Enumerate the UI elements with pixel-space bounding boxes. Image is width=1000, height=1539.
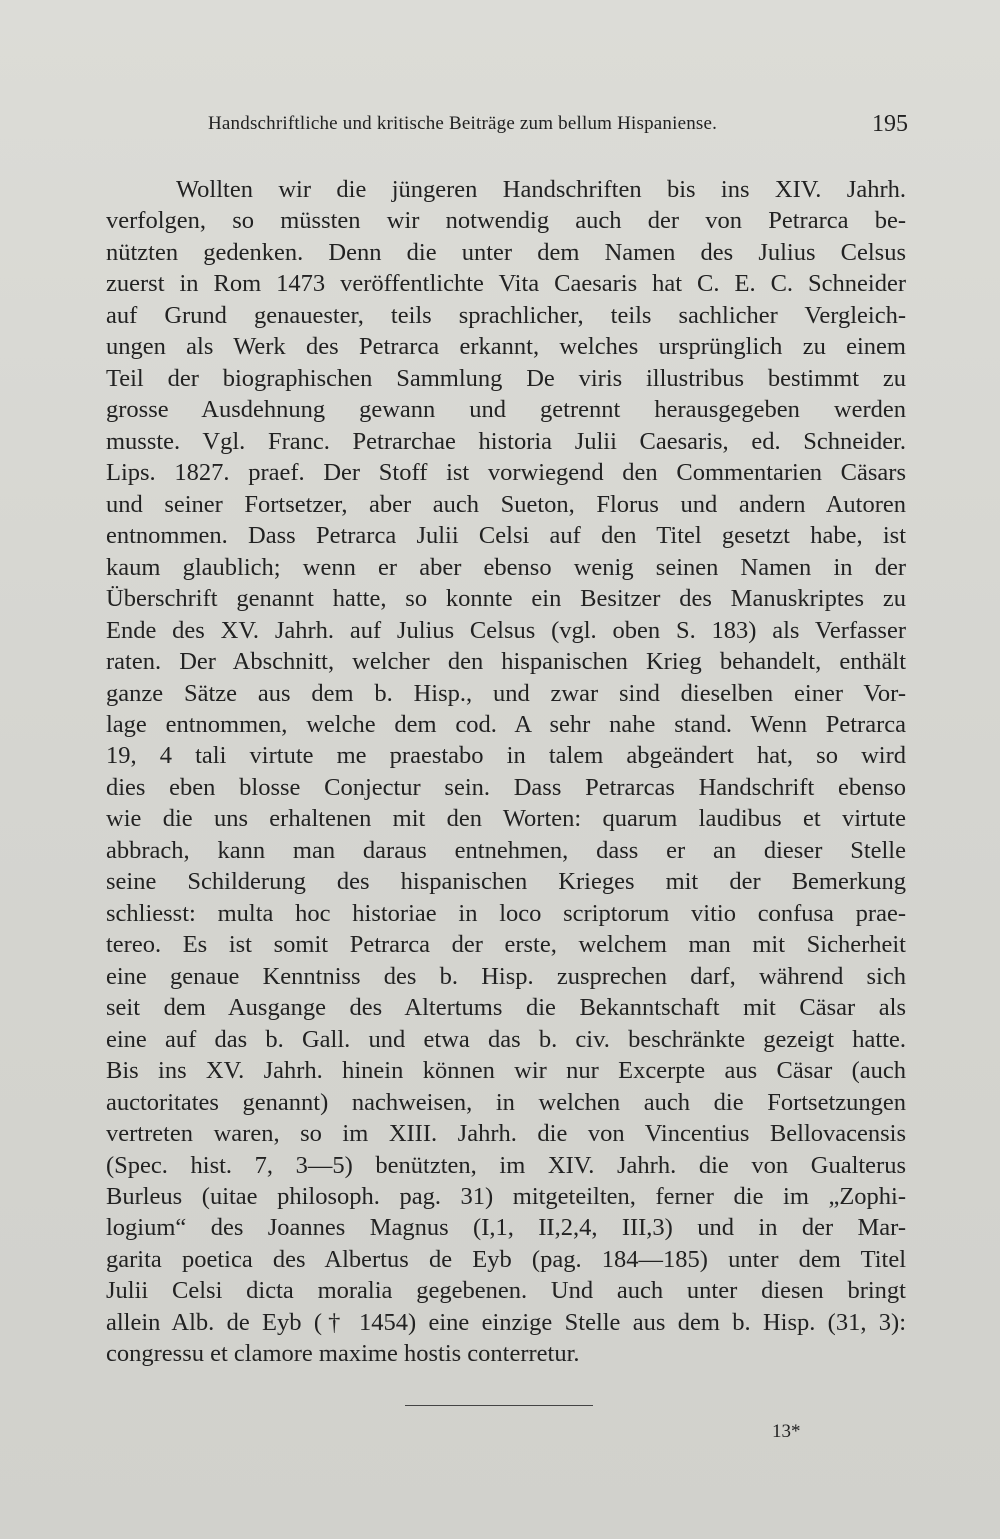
text-line: musste. Vgl. Franc. Petrarchae historia Julii Caesaris, ed. Schneider. (106, 427, 906, 455)
text-line: Julii Celsi dicta moralia gegebenen. Und auch unter diesen bringt (106, 1277, 906, 1305)
text-line: grosse Ausdehnung gewann und getrennt herausgegeben werden (106, 396, 906, 424)
running-title: Handschriftliche und kritische Beiträge zum bellum Hispaniense. (208, 113, 718, 134)
text-line: lage entnommen, welche dem cod. A sehr nahe stand. Wenn Petrarca (106, 710, 906, 738)
text-line: Ende des XV. Jahrh. auf Julius Celsus (vgl. oben S. 183) als Verfasser (106, 616, 906, 644)
signature-mark: 13* (772, 1421, 801, 1442)
text-line: Wollten wir die jüngeren Handschriften bis ins XIV. Jahrh. (176, 176, 906, 203)
text-line: Bis ins XV. Jahrh. hinein können wir nur Excerpte aus Cäsar (auch (106, 1057, 906, 1085)
text-line: vertreten waren, so im XIII. Jahrh. die von Vincentius Bellovacensis (106, 1120, 906, 1148)
text-line: auf Grund genauester, teils sprachlicher, teils sachlicher Vergleich- (106, 301, 906, 329)
text-line: garita poetica des Albertus de Eyb (pag. 184—185) unter dem Titel (106, 1245, 906, 1273)
text-line: ganze Sätze aus dem b. Hisp., und zwar sind dieselben einer Vor- (106, 679, 906, 707)
text-line: allein Alb. de Eyb († 1454) eine einzige Stelle aus dem b. Hisp. (31, 3): (106, 1308, 906, 1336)
running-head (208, 113, 908, 143)
text-line: zuerst in Rom 1473 veröffentlichte Vita Caesaris hat C. E. C. Schneider (106, 270, 906, 298)
text-line: seit dem Ausgange des Altertums die Bekanntschaft mit Cäsar als (106, 994, 906, 1022)
text-line: Überschrift genannt hatte, so konnte ein Besitzer des Manuskriptes zu (106, 585, 906, 613)
text-line: raten. Der Abschnitt, welcher den hispanischen Krieg behandelt, enthält (106, 648, 906, 676)
text-line: congressu et clamore maxime hostis conterretur. (106, 1340, 580, 1368)
text-line: eine genaue Kenntniss des b. Hisp. zusprechen darf, während sich (106, 962, 906, 990)
text-line: abbrach, kann man daraus entnehmen, dass er an dieser Stelle (106, 836, 906, 864)
text-line: kaum glaublich; wenn er aber ebenso wenig seinen Namen in der (106, 553, 906, 581)
body-paragraph (106, 174, 906, 1370)
text-line: schliesst: multa hoc historiae in loco scriptorum vitio confusa prae- (106, 899, 906, 927)
text-line: eine auf das b. Gall. und etwa das b. civ. beschränkte gezeigt hatte. (106, 1025, 906, 1053)
text-line: tereo. Es ist somit Petrarca der erste, welchem man mit Sicherheit (106, 931, 906, 959)
text-line: Lips. 1827. praef. Der Stoff ist vorwiegend den Commentarien Cäsars (106, 459, 906, 487)
text-line: nützten gedenken. Denn die unter dem Namen des Julius Celsus (106, 238, 906, 266)
text-line: Teil der biographischen Sammlung De viris illustribus bestimmt zu (106, 364, 906, 392)
text-line: 19, 4 tali virtute me praestabo in talem abgeändert hat, so wird (106, 742, 906, 770)
text-line: (Spec. hist. 7, 3—5) benützten, im XIV. Jahrh. die von Gualterus (106, 1151, 906, 1179)
text-line: auctoritates genannt) nachweisen, in welchen auch die Fortsetzungen (106, 1088, 906, 1116)
text-line: wie die uns erhaltenen mit den Worten: quarum laudibus et virtute (106, 805, 906, 833)
text-line: logium“ des Joannes Magnus (I,1, II,2,4, III,3) und in der Mar- (106, 1214, 906, 1242)
text-line: dies eben blosse Conjectur sein. Dass Petrarcas Handschrift ebenso (106, 773, 906, 801)
text-line: verfolgen, so müssten wir notwendig auch der von Petrarca be- (106, 207, 906, 235)
text-line: seine Schilderung des hispanischen Krieges mit der Bemerkung (106, 868, 906, 896)
text-line: ungen als Werk des Petrarca erkannt, welches ursprünglich zu einem (106, 333, 906, 361)
page-number: 195 (872, 111, 908, 137)
text-line: Burleus (uitae philosoph. pag. 31) mitgeteilten, ferner die im „Zophi- (106, 1183, 906, 1210)
text-line: entnommen. Dass Petrarca Julii Celsi auf den Titel gesetzt habe, ist (106, 522, 906, 550)
text-line: und seiner Fortsetzer, aber auch Sueton, Florus und andern Autoren (106, 490, 906, 518)
section-divider (405, 1405, 593, 1406)
